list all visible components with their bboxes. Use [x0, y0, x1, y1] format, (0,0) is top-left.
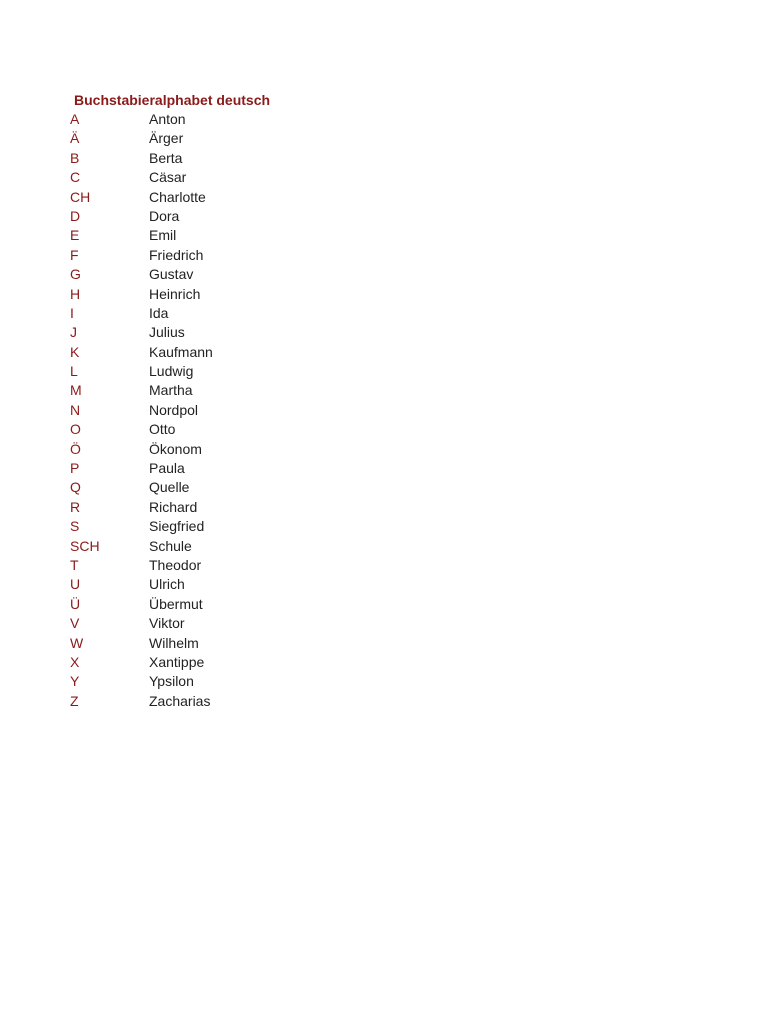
letter-cell: B [70, 149, 80, 166]
letter-cell: Ü [70, 595, 81, 612]
list-item [70, 575, 213, 594]
letter-cell: N [70, 401, 81, 418]
word-cell: Friedrich [149, 246, 204, 263]
letter-cell: Y [70, 673, 80, 690]
letter-cell: J [70, 324, 77, 341]
list-item [70, 129, 213, 148]
list-item [70, 246, 213, 265]
word-cell: Berta [149, 149, 183, 166]
word-cell: Emil [149, 227, 177, 244]
letter-cell: W [70, 634, 84, 651]
list-item [70, 343, 213, 362]
list-item [70, 304, 213, 323]
letter-cell: R [70, 498, 81, 515]
letter-cell: S [70, 518, 80, 535]
letter-cell: Ä [70, 130, 80, 147]
list-item [70, 401, 213, 420]
letter-cell: E [70, 227, 80, 244]
letter-cell: G [70, 266, 81, 283]
letter-cell: T [70, 556, 79, 573]
list-item [70, 478, 213, 497]
letter-cell: Z [70, 692, 79, 709]
list-item [70, 498, 213, 517]
list-item [70, 110, 213, 129]
letter-cell: H [70, 285, 81, 302]
list-item [70, 653, 213, 672]
list-item [70, 595, 213, 614]
list-item [70, 265, 213, 284]
list-item [70, 420, 213, 439]
word-cell: Ärger [149, 130, 184, 147]
word-cell: Charlotte [149, 188, 206, 205]
word-cell: Ulrich [149, 576, 185, 593]
word-cell: Ökonom [149, 440, 202, 457]
list-item [70, 381, 213, 400]
word-cell: Siegfried [149, 518, 205, 535]
list-item [70, 634, 213, 653]
list-item [70, 672, 213, 691]
word-cell: Viktor [149, 615, 185, 632]
letter-cell: L [70, 363, 78, 380]
list-item [70, 440, 213, 459]
word-cell: Otto [149, 421, 176, 438]
list-item [70, 207, 213, 226]
list-item [70, 149, 213, 168]
word-cell: Dora [149, 207, 180, 224]
word-cell: Quelle [149, 479, 190, 496]
letter-cell: U [70, 576, 81, 593]
word-cell: Xantippe [149, 653, 205, 670]
letter-cell: M [70, 382, 82, 399]
word-cell: Schule [149, 537, 192, 554]
list-item [70, 285, 213, 304]
word-cell: Theodor [149, 556, 202, 573]
word-cell: Übermut [149, 595, 203, 612]
list-item [70, 556, 213, 575]
letter-cell: P [70, 460, 80, 477]
list-item [70, 188, 213, 207]
list-item [70, 517, 213, 536]
word-cell: Ida [149, 304, 169, 321]
letter-cell: V [70, 615, 80, 632]
page-title: Buchstabieralphabet deutsch [74, 92, 271, 108]
letter-cell: K [70, 343, 80, 360]
list-item [70, 226, 213, 245]
letter-cell: CH [70, 188, 91, 205]
letter-cell: Ö [70, 440, 81, 457]
word-cell: Richard [149, 498, 198, 515]
word-cell: Gustav [149, 266, 194, 283]
word-cell: Ludwig [149, 363, 194, 380]
letter-cell: O [70, 421, 81, 438]
word-cell: Julius [149, 324, 185, 341]
word-cell: Nordpol [149, 401, 199, 418]
word-cell: Zacharias [149, 692, 211, 709]
list-item [70, 537, 213, 556]
word-cell: Wilhelm [149, 634, 199, 651]
word-cell: Kaufmann [149, 343, 213, 360]
list-item [70, 168, 213, 187]
word-cell: Heinrich [149, 285, 201, 302]
letter-cell: D [70, 207, 81, 224]
letter-cell: A [70, 111, 80, 127]
word-cell: Cäsar [149, 169, 187, 186]
letter-cell: F [70, 246, 79, 263]
list-item [70, 362, 213, 381]
letter-cell: C [70, 169, 81, 186]
list-item [70, 459, 213, 478]
word-cell: Martha [149, 382, 193, 399]
letter-cell: X [70, 653, 80, 670]
list-item [70, 614, 213, 633]
word-cell: Ypsilon [149, 673, 194, 690]
spelling-alphabet-list [70, 110, 213, 711]
word-cell: Paula [149, 460, 185, 477]
letter-cell: Q [70, 479, 81, 496]
word-cell: Anton [149, 111, 186, 127]
list-item [70, 692, 213, 711]
letter-cell: SCH [70, 537, 100, 554]
list-item [70, 323, 213, 342]
letter-cell: I [70, 304, 74, 321]
